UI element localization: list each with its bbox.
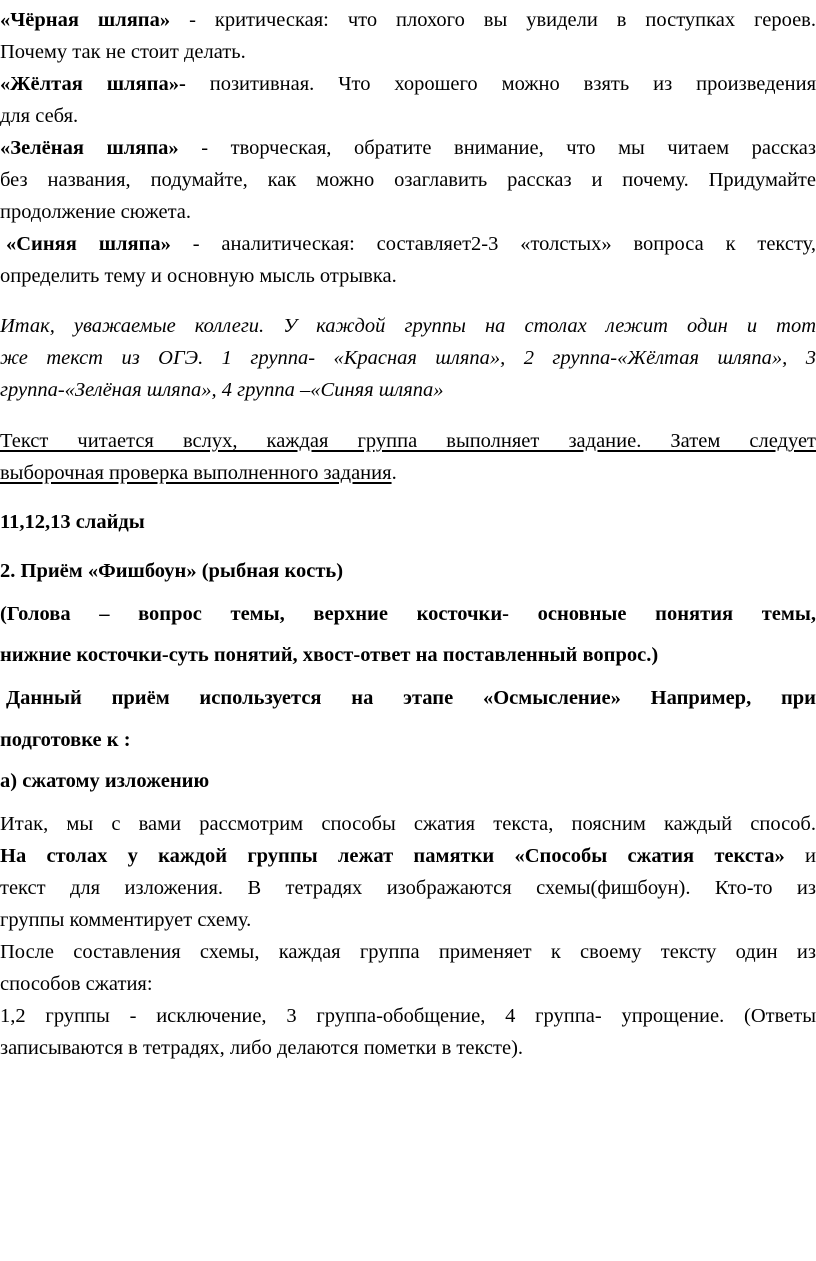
- body-line-1: Итак, мы с вами рассмотрим способы сжатия текста, поясним каждый способ.: [0, 813, 816, 835]
- usage-line-1: Данный приём используется на этапе «Осмысление» Например, при: [6, 687, 816, 709]
- yellow-hat-line: [0, 68, 816, 100]
- blue-hat-name: «Синяя шляпа»: [6, 233, 171, 255]
- body-line-5: После составления схемы, каждая группа применяет к своему тексту один из: [0, 941, 816, 963]
- usage-line-2: подготовке к :: [0, 729, 131, 751]
- reading-instruction-period: .: [391, 462, 397, 484]
- black-hat-desc: - критическая: что плохого вы увидели в поступках героев.: [170, 9, 816, 31]
- black-hat-desc-cont: Почему так не стоит делать.: [0, 41, 246, 63]
- yellow-hat-name: «Жёлтая шляпа»-: [0, 73, 186, 95]
- technique-desc-line-2: нижние косточки-суть понятий, хвост-ответ на поставленный вопрос.): [0, 644, 659, 666]
- body-line-2: [0, 840, 816, 872]
- blue-hat-desc: - аналитическая: составляет2-3 «толстых» вопроса к тексту,: [170, 233, 816, 255]
- yellow-hat-desc: позитивная. Что хорошего можно взять из произведения: [185, 73, 816, 95]
- reading-instruction-underlined: выборочная проверка выполненного задания: [0, 462, 392, 484]
- reading-instruction-line-2: [0, 457, 816, 489]
- body-line-7: 1,2 группы - исключение, 3 группа-обобщение, 4 группа- упрощение. (Ответы: [0, 1005, 816, 1027]
- technique-title: 2. Приём «Фишбоун» (рыбная кость): [0, 560, 344, 582]
- intro-line-1: Итак, уважаемые коллеги. У каждой группы на столах лежит один и тот: [0, 315, 816, 337]
- green-hat-name: «Зелёная шляпа»: [0, 137, 179, 159]
- body-bold-part: На столах у каждой группы лежат памятки «Способы сжатия текста»: [0, 845, 785, 867]
- subheading: а) сжатому изложению: [0, 770, 210, 792]
- body-line-6: способов сжатия:: [0, 973, 153, 995]
- body-line-3: текст для изложения. В тетрадях изображаются схемы(фишбоун). Кто-то из: [0, 877, 816, 899]
- blue-hat-desc-cont: определить тему и основную мысль отрывка.: [0, 265, 397, 287]
- green-hat-line: [0, 132, 816, 164]
- blue-hat-line: [0, 228, 816, 260]
- slides-reference: 11,12,13 слайды: [0, 511, 145, 533]
- black-hat-line: [0, 4, 816, 36]
- intro-line-3: группа-«Зелёная шляпа», 4 группа –«Синяя шляпа»: [0, 379, 444, 401]
- reading-instruction-line-1: Текст читается вслух, каждая группа выполняет задание. Затем следует: [0, 430, 816, 452]
- black-hat-name: «Чёрная шляпа»: [0, 9, 171, 31]
- intro-line-2: же текст из ОГЭ. 1 группа- «Красная шляпа», 2 группа-«Жёлтая шляпа», 3: [0, 347, 816, 369]
- technique-desc-line-1: (Голова – вопрос темы, верхние косточки- основные понятия темы,: [0, 603, 816, 625]
- green-hat-desc: - творческая, обратите внимание, что мы читаем рассказ: [178, 137, 816, 159]
- body-line-4: группы комментирует схему.: [0, 909, 252, 931]
- yellow-hat-desc-cont: для себя.: [0, 105, 79, 127]
- green-hat-desc-cont2: продолжение сюжета.: [0, 201, 192, 223]
- green-hat-desc-cont: без названия, подумайте, как можно озаглавить рассказ и почему. Придумайте: [0, 169, 816, 191]
- body-line-8: записываются в тетрадях, либо делаются пометки в тексте).: [0, 1037, 524, 1059]
- body-after-bold: и: [784, 845, 816, 867]
